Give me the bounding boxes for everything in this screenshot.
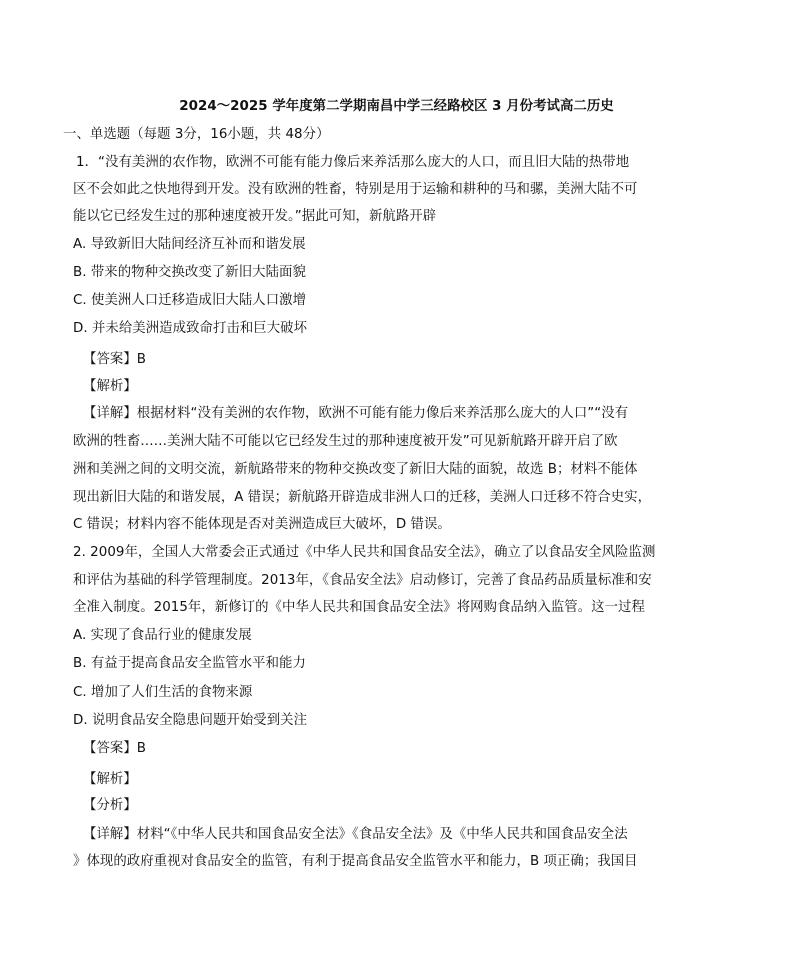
q1-detail-line-2: 欧洲的牲畜……美洲大陆不可能以它已经发生过的那种速度被开发”可见新航路开辟开启了欧 bbox=[73, 434, 618, 449]
q2-option-b: B. 有益于提高食品安全监管水平和能力 bbox=[73, 656, 306, 671]
q2-stem-line-3: 全准入制度。2015年，新修订的《中华人民共和国食品安全法》将网购食品纳入监管。这一过程 bbox=[73, 600, 645, 615]
q1-detail-line-5: C 错误；材料内容不能体现是否对美洲造成巨大破坏，D 错误。 bbox=[73, 517, 451, 532]
q2-detail-line-1: 【详解】材料“《中华人民共和国食品安全法》《食品安全法》及《中华人民共和国食品安全法 bbox=[83, 827, 628, 842]
q1-analysis-label: 【解析】 bbox=[83, 379, 137, 394]
q1-option-d: D. 并未给美洲造成致命打击和巨大破坏 bbox=[73, 321, 308, 336]
page-title: 2024～2025 学年度第二学期南昌中学三经路校区 3 月份考试高二历史 bbox=[179, 99, 614, 114]
q2-option-c: C. 增加了人们生活的食物来源 bbox=[73, 685, 253, 700]
q1-detail-line-1: 【详解】根据材料“没有美洲的农作物，欧洲不可能有能力像后来养活那么庞大的人口”“没有 bbox=[83, 406, 629, 421]
q1-detail-line-4: 现出新旧大陆的和谐发展，A 错误；新航路开辟造成非洲人口的迁移，美洲人口迁移不符合史实， bbox=[73, 490, 652, 505]
q2-stem-line-2: 和评估为基础的科学管理制度。2013年，《食品安全法》启动修订，完善了食品药品质量标准和安 bbox=[73, 573, 652, 588]
q2-answer: 【答案】B bbox=[83, 741, 146, 756]
q1-answer: 【答案】B bbox=[83, 352, 146, 367]
q2-fenxi-label: 【分析】 bbox=[83, 798, 137, 813]
q1-option-a: A. 导致新旧大陆间经济互补而和谐发展 bbox=[73, 237, 306, 252]
q1-stem-line-1: 1．“没有美洲的农作物，欧洲不可能有能力像后来养活那么庞大的人口，而且旧大陆的热带地 bbox=[76, 155, 630, 170]
q1-option-c: C. 使美洲人口迁移造成旧大陆人口激增 bbox=[73, 293, 307, 308]
q2-analysis-label: 【解析】 bbox=[83, 772, 137, 787]
section-heading: 一、单选题（每题 3分，16小题，共 48分） bbox=[63, 127, 330, 142]
q2-option-a: A. 实现了食品行业的健康发展 bbox=[73, 628, 252, 643]
q1-stem-line-3: 能以它已经发生过的那种速度被开发。”据此可知，新航路开辟 bbox=[73, 209, 437, 224]
q1-option-b: B. 带来的物种交换改变了新旧大陆面貌 bbox=[73, 265, 306, 280]
q2-option-d: D. 说明食品安全隐患问题开始受到关注 bbox=[73, 713, 308, 728]
q2-stem-line-1: 2. 2009年，全国人大常委会正式通过《中华人民共和国食品安全法》，确立了以食品安全风险监测 bbox=[73, 545, 656, 560]
q1-detail-line-3: 洲和美洲之间的文明交流，新航路带来的物种交换改变了新旧大陆的面貌，故选 B；材料不能体 bbox=[73, 462, 638, 477]
q1-stem-line-2: 区不会如此之快地得到开发。没有欧洲的牲畜，特别是用于运输和耕种的马和骡，美洲大陆不可 bbox=[73, 182, 638, 197]
q2-detail-line-2: 》体现的政府重视对食品安全的监管，有利于提高食品安全监管水平和能力，B 项正确；我国目 bbox=[73, 854, 638, 869]
